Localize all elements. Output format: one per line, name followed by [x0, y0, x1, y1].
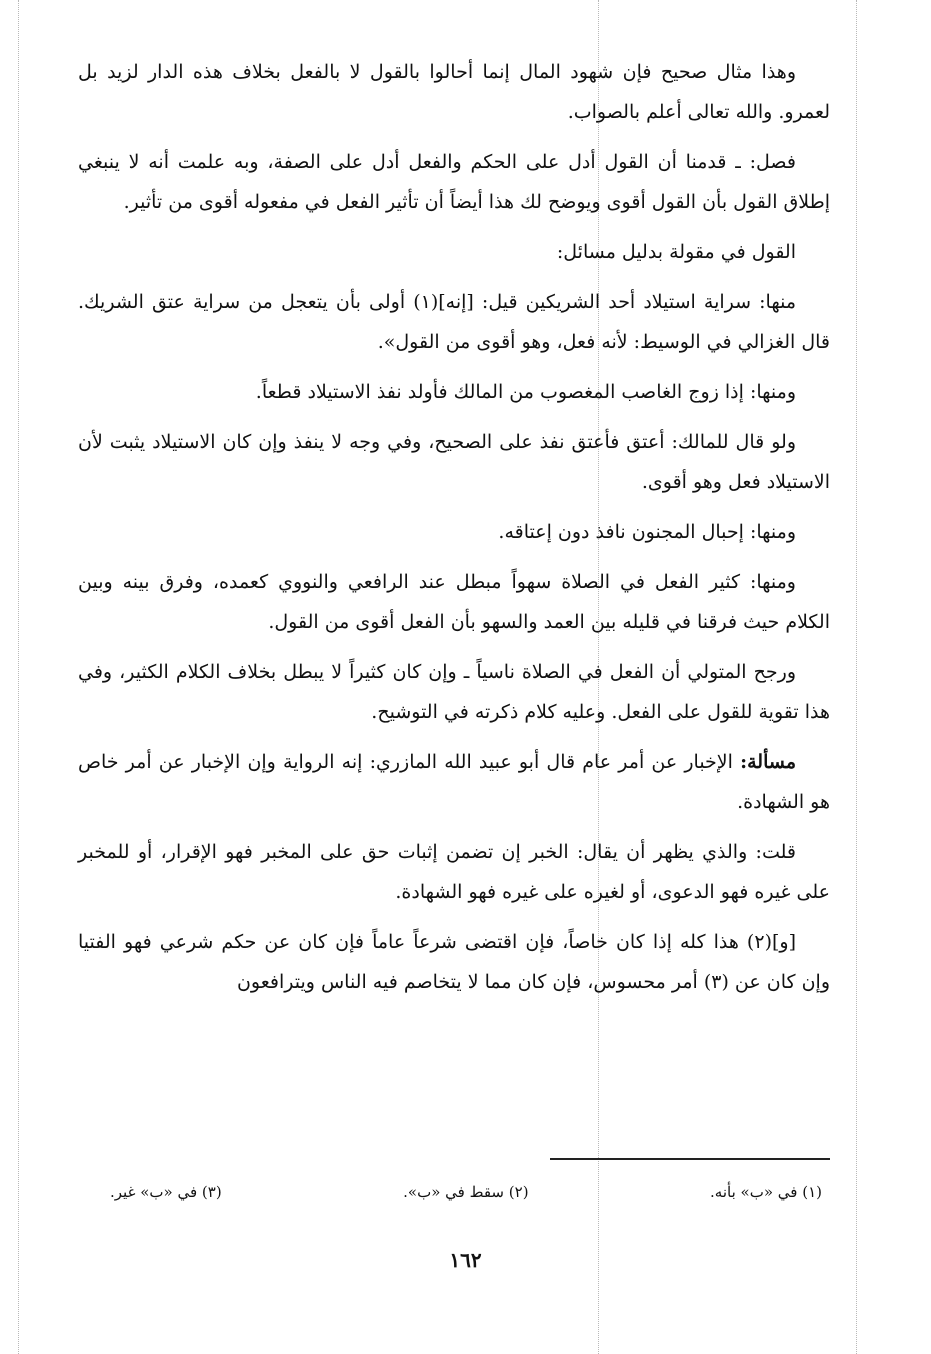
- paragraph: قلت: والذي يظهر أن يقال: الخبر إن تضمن إثبات حق على المخبر فهو الإقرار، أو للمخبر على غيره فهو الدعوى، أو لغيره على غيره فهو الشهادة.: [78, 841, 830, 903]
- footnotes: [110, 1180, 822, 1204]
- body-text: [78, 52, 830, 1012]
- paragraph: [و](٢) هذا كله إذا كان خاصاً، فإن اقتضى شرعاً عاماً فإن كان عن حكم شرعي فهو الفتيا وإن كان عن (٣) أمر محسوس، فإن كان مما لا يتخاصم فيه الناس ويترافعون: [78, 931, 830, 993]
- paragraph: وهذا مثال صحيح فإن شهود المال إنما أحالوا بالقول لا بالفعل بخلاف هذه الدار لزيد بل لعمرو. والله تعالى أعلم بالصواب.: [78, 61, 830, 123]
- paragraph: ورجح المتولي أن الفعل في الصلاة ناسياً ـ وإن كان كثيراً لا يبطل بخلاف الكلام الكثير، وفي هذا تقوية للقول على الفعل. وعليه كلام ذكرته في التوشيح.: [78, 661, 830, 723]
- paragraph: منها: سراية استيلاد أحد الشريكين قيل: [إنه](١) أولى بأن يتعجل من سراية عتق الشريك. قال الغزالي في الوسيط: لأنه فعل، وهو أقوى من القول».: [78, 291, 830, 353]
- scan-artifact-line: [856, 0, 857, 1354]
- footnote-separator: [550, 1158, 830, 1160]
- paragraph: فصل: ـ قدمنا أن القول أدل على الحكم والفعل أدل على الصفة، وبه علمت أنه لا ينبغي إطلاق القول بأن القول أقوى ويوضح لك هذا أيضاً أن تأثير الفعل في مفعوله أقوى من تأثير.: [78, 151, 830, 213]
- page-number: ١٦٢: [449, 1248, 482, 1272]
- footnote-item: (١) في «ب» بأنه.: [710, 1183, 822, 1201]
- paragraph: مسألة: الإخبار عن أمر عام قال أبو عبيد الله المازري: إنه الرواية وإن الإخبار عن أمر خاص هو الشهادة.: [78, 751, 830, 813]
- footnote-item: (٣) في «ب» غير.: [110, 1183, 222, 1201]
- paragraph: ومنها: إحبال المجنون نافذ دون إعتاقه.: [498, 521, 796, 543]
- scan-artifact-line: [18, 0, 19, 1354]
- paragraph: ومنها: كثير الفعل في الصلاة سهواً مبطل عند الرافعي والنووي كعمده، وفرق بينه وبين الكلام حيث فرقنا في قليله بين العمد والسهو بأن الفعل أقوى من القول.: [78, 571, 830, 633]
- paragraph: القول في مقولة بدليل مسائل:: [556, 241, 796, 263]
- paragraph: ولو قال للمالك: أعتق فأعتق نفذ على الصحيح، وفي وجه لا ينفذ وإن كان الاستيلاد يثبت لأن الاستيلاد فعل وهو أقوى.: [78, 431, 830, 493]
- paragraph: ومنها: إذا زوج الغاصب المغصوب من المالك فأولد نفذ الاستيلاد قطعاً.: [255, 381, 796, 403]
- masala-label: مسألة:: [740, 751, 796, 773]
- footnote-item: (٢) سقط في «ب».: [403, 1183, 529, 1201]
